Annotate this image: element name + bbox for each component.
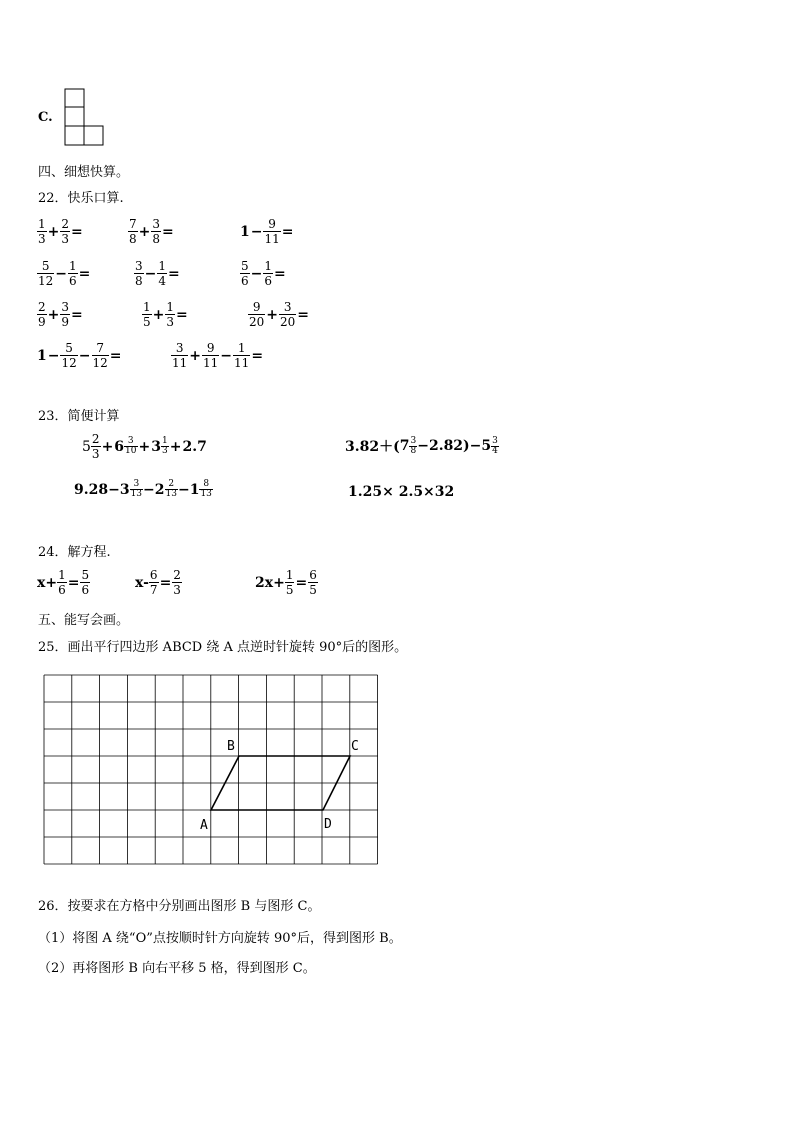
figure-square-bottom-left xyxy=(65,126,84,145)
text: 1 xyxy=(37,347,47,364)
operator: + xyxy=(101,438,114,455)
denominator: 6 xyxy=(264,274,273,288)
section5-title: 五、能写会画。 xyxy=(38,613,130,628)
q24-item xyxy=(135,569,182,596)
fraction xyxy=(60,301,70,328)
denominator: 10 xyxy=(125,446,137,456)
operator: + xyxy=(47,223,60,240)
whole-number: 5 xyxy=(481,438,492,454)
denominator: 6 xyxy=(69,274,77,288)
denominator: 8 xyxy=(135,274,143,288)
fraction xyxy=(142,301,152,328)
fraction xyxy=(165,480,178,499)
operator: = xyxy=(78,265,91,282)
denominator: 6 xyxy=(58,583,66,597)
denominator: 11 xyxy=(234,356,250,370)
fraction xyxy=(57,569,67,596)
rotation-grid xyxy=(40,670,385,870)
denominator: 20 xyxy=(249,315,265,329)
numerator: 1 xyxy=(69,259,77,273)
denominator: 12 xyxy=(61,356,77,370)
fraction xyxy=(130,480,143,499)
option-c-label: C. xyxy=(38,110,53,125)
numerator: 9 xyxy=(202,342,219,356)
q22-item xyxy=(128,218,175,245)
numerator: 2 xyxy=(173,568,181,582)
numerator: 5 xyxy=(37,260,54,274)
figure-square-top xyxy=(65,89,84,107)
denominator: 12 xyxy=(38,274,54,288)
operator: − xyxy=(55,265,68,282)
label-b: B xyxy=(227,739,235,754)
numerator: 2 xyxy=(165,480,178,490)
denominator: 5 xyxy=(309,583,317,597)
q23-item xyxy=(82,433,207,460)
q23-item xyxy=(348,484,454,500)
denominator: 13 xyxy=(165,489,177,499)
text: 2.7 xyxy=(182,438,207,455)
fraction xyxy=(151,218,161,245)
fraction xyxy=(37,301,47,328)
fraction xyxy=(60,342,77,369)
label-d: D xyxy=(324,817,332,832)
fraction xyxy=(409,437,417,456)
fraction xyxy=(92,342,109,369)
fraction xyxy=(285,569,295,596)
fraction xyxy=(161,437,169,456)
operator: = xyxy=(297,306,310,323)
fraction xyxy=(91,433,101,460)
fraction xyxy=(128,218,138,245)
figure-square-middle xyxy=(65,107,84,126)
q24-title: 24．解方程. xyxy=(38,545,111,560)
fraction xyxy=(37,218,47,245)
numerator: 3 xyxy=(135,259,143,273)
label-a: A xyxy=(200,818,208,833)
operator: = xyxy=(159,574,172,591)
whole-number: 1 xyxy=(189,481,200,498)
text: x- xyxy=(135,574,149,591)
section4-title: 四、细想快算。 xyxy=(38,165,130,180)
label-c: C xyxy=(351,739,359,754)
operator: = xyxy=(295,574,308,591)
q25-title: 25．画出平行四边形 ABCD 绕 A 点逆时针旋转 90°后的图形。 xyxy=(38,640,408,655)
numerator: 3 xyxy=(61,300,70,314)
fraction xyxy=(149,569,159,596)
fraction xyxy=(80,569,90,596)
whole-number: 2 xyxy=(154,481,165,498)
denominator: 4 xyxy=(492,445,498,456)
operator: − xyxy=(144,265,157,282)
denominator: 8 xyxy=(129,232,137,246)
denominator: 6 xyxy=(81,583,90,597)
q22-item xyxy=(37,301,84,328)
operator: − xyxy=(250,223,263,240)
numerator: 1 xyxy=(158,259,167,273)
numerator: 3 xyxy=(492,435,498,446)
q22-item xyxy=(37,342,123,369)
denominator: 3 xyxy=(91,447,100,461)
text: 1 xyxy=(240,223,250,240)
q22-item xyxy=(134,260,181,287)
operator: = xyxy=(67,574,80,591)
text: x+ xyxy=(37,574,58,591)
operator: − xyxy=(78,347,91,364)
fraction xyxy=(134,260,144,287)
numerator: 2 xyxy=(38,300,46,314)
denominator: 5 xyxy=(143,315,151,329)
denominator: 3 xyxy=(173,583,181,597)
numerator: 1 xyxy=(233,342,250,356)
fraction xyxy=(233,342,250,369)
fraction xyxy=(171,342,188,369)
denominator: 13 xyxy=(200,489,212,499)
numerator: 1 xyxy=(161,436,168,446)
numerator: 3 xyxy=(124,437,137,447)
denominator: 5 xyxy=(285,583,294,597)
numerator: 9 xyxy=(248,301,265,315)
denominator: 13 xyxy=(130,489,143,499)
operator: = xyxy=(176,306,188,323)
grid-lines xyxy=(44,675,378,864)
operator: + xyxy=(189,347,202,364)
whole-number: 7 xyxy=(399,438,410,454)
operator: = xyxy=(162,223,174,240)
q24-item xyxy=(37,569,90,596)
fraction xyxy=(248,301,265,328)
operator: + xyxy=(47,306,60,323)
operator: = xyxy=(109,347,122,364)
text: −2.82)− xyxy=(417,438,482,454)
numerator: 1 xyxy=(264,259,273,273)
numerator: 1 xyxy=(38,217,46,231)
denominator: 8 xyxy=(152,232,161,246)
denominator: 12 xyxy=(92,356,108,370)
q26-step1: （1）将图 A 绕“O”点按顺时针方向旋转 90°后，得到图形 B。 xyxy=(38,931,402,946)
fraction xyxy=(60,218,70,245)
q24-item xyxy=(255,569,318,596)
denominator: 9 xyxy=(38,315,46,329)
numerator: 7 xyxy=(129,217,137,231)
q22-item xyxy=(37,218,84,245)
q26-step2: （2）再将图形 B 向右平移 5 格，得到图形 C。 xyxy=(38,961,316,976)
numerator: 5 xyxy=(81,568,90,582)
operator: + xyxy=(138,438,151,455)
q22-item xyxy=(37,260,91,287)
fraction xyxy=(37,260,54,287)
denominator: 11 xyxy=(172,356,188,370)
text: − xyxy=(143,481,155,498)
operator: + xyxy=(266,306,279,323)
numerator: 3 xyxy=(152,217,161,231)
denominator: 3 xyxy=(161,446,168,456)
text: − xyxy=(177,481,190,498)
numerator: 6 xyxy=(149,568,158,582)
operator: = xyxy=(71,223,83,240)
q23-item xyxy=(74,480,213,499)
numerator: 1 xyxy=(143,300,151,314)
q26-title: 26．按要求在方格中分别画出图形 B 与图形 C。 xyxy=(38,899,321,914)
numerator: 1 xyxy=(285,568,294,582)
fraction xyxy=(279,301,296,328)
fraction xyxy=(165,301,175,328)
fraction xyxy=(263,218,280,245)
denominator: 11 xyxy=(203,356,219,370)
q22-item xyxy=(171,342,264,369)
fraction xyxy=(172,569,182,596)
numerator: 3 xyxy=(410,435,417,446)
denominator: 3 xyxy=(38,232,46,246)
numerator: 8 xyxy=(199,480,212,490)
operator: = xyxy=(168,265,180,282)
numerator: 5 xyxy=(241,259,249,273)
whole-number: 5 xyxy=(82,438,91,455)
text: 1.25× 2.5×32 xyxy=(348,484,455,500)
denominator: 3 xyxy=(61,232,70,246)
operator: + xyxy=(169,438,182,455)
operator: + xyxy=(152,306,165,323)
operator: = xyxy=(274,265,286,282)
q22-item xyxy=(142,301,189,328)
operator: = xyxy=(281,223,294,240)
denominator: 3 xyxy=(166,315,175,329)
whole-number: 6 xyxy=(114,438,125,455)
numerator: 3 xyxy=(130,480,143,490)
denominator: 7 xyxy=(149,583,158,597)
whole-number: 3 xyxy=(151,438,161,455)
q22-title: 22．快乐口算. xyxy=(38,191,124,206)
denominator: 6 xyxy=(241,274,249,288)
numerator: 9 xyxy=(263,218,280,232)
operator: − xyxy=(220,347,233,364)
denominator: 11 xyxy=(264,232,280,246)
fraction xyxy=(308,569,318,596)
operator: = xyxy=(251,347,264,364)
fraction xyxy=(124,437,137,456)
q22-item xyxy=(240,218,295,245)
numerator: 3 xyxy=(171,342,188,356)
q23-title: 23．简便计算 xyxy=(38,409,120,424)
fraction xyxy=(491,437,499,456)
fraction xyxy=(68,260,78,287)
numerator: 7 xyxy=(92,342,109,356)
numerator: 1 xyxy=(58,568,66,582)
fraction xyxy=(202,342,219,369)
denominator: 9 xyxy=(61,315,70,329)
numerator: 6 xyxy=(309,568,317,582)
text: 3.82＋( xyxy=(345,439,400,455)
denominator: 20 xyxy=(280,315,296,329)
text: 9.28− xyxy=(74,481,120,498)
numerator: 5 xyxy=(60,342,77,356)
denominator: 8 xyxy=(410,445,417,456)
whole-number: 3 xyxy=(119,481,130,498)
figure-square-bottom-right xyxy=(84,126,103,145)
q23-item xyxy=(345,436,499,456)
text: 2x+ xyxy=(255,574,285,591)
option-c-figure xyxy=(64,88,106,148)
fraction xyxy=(199,480,212,499)
operator: − xyxy=(47,347,60,364)
fraction xyxy=(263,260,273,287)
fraction xyxy=(157,260,167,287)
denominator: 4 xyxy=(158,274,167,288)
q22-item xyxy=(248,301,310,328)
operator: = xyxy=(71,306,83,323)
numerator: 1 xyxy=(166,300,175,314)
fraction xyxy=(240,260,250,287)
numerator: 2 xyxy=(91,432,100,446)
numerator: 3 xyxy=(279,301,296,315)
numerator: 2 xyxy=(61,217,70,231)
operator: − xyxy=(250,265,263,282)
operator: + xyxy=(138,223,151,240)
q22-item xyxy=(240,260,287,287)
